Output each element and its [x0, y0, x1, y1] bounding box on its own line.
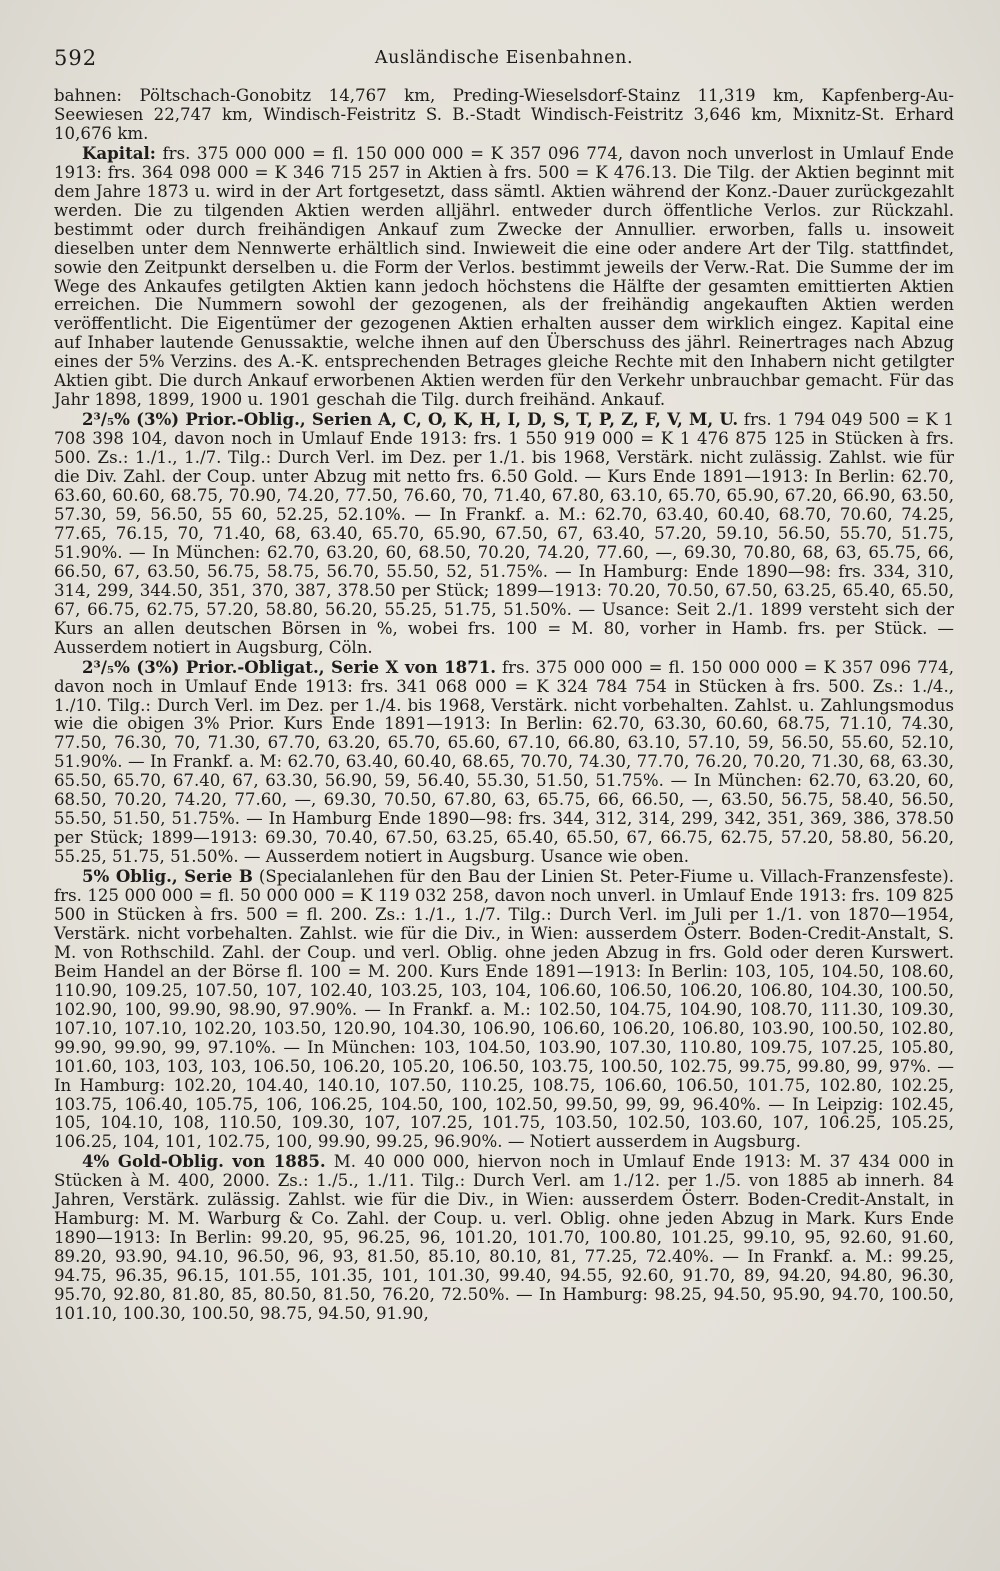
- page-number: 592: [54, 46, 98, 70]
- paragraph-line-lengths: [54, 86, 954, 144]
- paragraph-lead: 2³/₅% (3%) Prior.-Obligat., Serie X von 1871.: [82, 656, 497, 677]
- paragraph-lead: 4% Gold-Oblig. von 1885.: [82, 1151, 326, 1172]
- paragraph-gold-oblig-1885: [54, 1152, 954, 1324]
- running-title: Ausländische Eisenbahnen.: [374, 48, 634, 68]
- paragraph-lead: Kapital:: [82, 142, 156, 163]
- paragraph-oblig-serie-b: [54, 867, 954, 1152]
- paragraph-prior-obligat-serie-x: [54, 658, 954, 867]
- paragraph-prior-oblig: [54, 410, 954, 657]
- paragraph-lead: 5% Oblig., Serie B: [82, 866, 253, 887]
- page-header: [54, 46, 954, 86]
- paragraph-lead: 2³/₅% (3%) Prior.-Oblig., Serien A, C, O, K, H, I, D, S, T, P, Z, F, V, M, U.: [82, 409, 739, 430]
- paragraph-text: M. 40 000 000, hiervon noch in Umlauf Ende 1913: M. 37 434 000 in Stücken à M. 400, 2000. Zs.: 1./5., 1./11. Tilg.: Durch Verl. am 1./12. per 1./5. von 1885 ab innerh. 84 Jahren, Verstärk. zulässig. Zahlst. wie für die Div., in Wien: ausserdem Österr. Boden-Credit-Anstalt, in Hamburg: M. M. Warburg & Co. Zahl. der Coup. u. verl. Oblig. ohne jeden Abzug in Mark. Kurs Ende 1890—1913: In Berlin: 99.20, 95, 96.25, 96, 101.20, 101.70, 100.80, 101.25, 99.10, 95, 92.60, 91.60, 89.20, 93.90, 94.10, 96.50, 96, 93, 81.50, 85.10, 80.10, 81, 77.25, 72.40%. — In Frankf. a. M.: 99.25, 94.75, 96.35, 96.15, 101.55, 101.35, 101, 101.30, 99.40, 94.55, 92.60, 91.70, 89, 94.20, 94.80, 96.30, 95.70, 92.80, 81.80, 85, 80.50, 81.50, 76.20, 72.50%. — In Hamburg: 98.25, 94.50, 95.90, 94.70, 100.50, 101.10, 100.30, 100.50, 98.75, 94.50, 91.90,: [54, 1152, 954, 1323]
- paragraph-text: frs. 375 000 000 = fl. 150 000 000 = K 357 096 774, davon noch in Umlauf Ende 1913: frs. 341 068 000 = K 324 784 754 in Stücken à frs. 500. Zs.: 1./4., 1./10. Tilg.: Durch Verl. im Dez. per 1./4. bis 1968, Verstärk. nicht vorbehalten. Zahlst. u. Zahlungsmodus wie die obigen 3% Prior. Kurs Ende 1891—1913: In Berlin: 62.70, 63.30, 60.60, 68.75, 71.10, 74.30, 77.50, 76.30, 70, 71.30, 67.70, 63.20, 65.70, 65.60, 67.10, 66.80, 63.10, 57.10, 59, 56.50, 55.60, 52.10, 51.90%. — In Frankf. a. M: 62.70, 63.40, 60.40, 68.65, 70.70, 74.30, 77.70, 76.20, 70.20, 71.30, 68, 63.30, 65.50, 65.70, 67.40, 67, 63.30, 56.90, 59, 56.40, 55.30, 51.50, 51.75%. — In München: 62.70, 63.20, 60, 68.50, 70.20, 74.20, 77.60, —, 69.30, 70.50, 67.80, 63, 65.75, 66, 66.50, —, 63.50, 56.75, 58.40, 56.50, 55.50, 51.50, 51.75%. — In Hamburg Ende 1890—98: frs. 344, 312, 314, 299, 342, 351, 369, 386, 378.50 per Stück; 1899—1913: 69.30, 70.40, 67.50, 63.25, 65.40, 65.50, 67, 66.75, 62.75, 57.20, 58.80, 56.20, 55.25, 51.75, 51.50%. — Ausserdem notiert in Augsburg. Usance wie oben.: [54, 657, 954, 867]
- paragraph-text: frs. 1 794 049 500 = K 1 708 398 104, davon noch in Umlauf Ende 1913: frs. 1 550 919 000 = K 1 476 875 125 in Stücken à frs. 500. Zs.: 1./1., 1./7. Tilg.: Durch Verl. im Dez. per 1./1. bis 1968, Verstärk. nicht zulässig. Zahlst. wie für die Div. Zahl. der Coup. unter Abzug mit netto frs. 6.50 Gold. — Kurs Ende 1891—1913: In Berlin: 62.70, 63.60, 60.60, 68.75, 70.90, 74.20, 77.50, 76.60, 70, 71.40, 67.80, 63.10, 65.70, 65.90, 67.20, 66.90, 63.50, 57.30, 59, 56.50, 55 60, 52.25, 52.10%. — In Frankf. a. M.: 62.70, 63.40, 60.40, 68.70, 70.60, 74.25, 77.65, 76.15, 70, 71.40, 68, 63.40, 65.70, 65.90, 67.50, 67, 63.40, 57.20, 59.10, 56.50, 55.70, 51.75, 51.90%. — In München: 62.70, 63.20, 60, 68.50, 70.20, 74.20, 77.60, —, 69.30, 70.80, 68, 63, 65.75, 66, 66.50, 67, 63.50, 56.75, 58.75, 56.70, 55.50, 52, 51.75%. — In Hamburg: Ende 1890—98: frs. 334, 310, 314, 299, 344.50, 351, 370, 387, 378.50 per Stück; 1899—1913: 70.20, 70.50, 67.50, 63.25, 65.40, 65.50, 67, 66.75, 62.75, 57.20, 58.80, 56.20, 55.25, 51.75, 51.50%. — Usance: Seit 2./1. 1899 versteht sich der Kurs an allen deutschen Börsen in %, wobei frs. 100 = M. 80, vorher in Hamb. frs. per Stück. — Ausserdem notiert in Augsburg, Cöln.: [54, 410, 954, 657]
- body-text: [54, 86, 954, 1324]
- paragraph-kapital: [54, 144, 954, 410]
- paragraph-text: frs. 375 000 000 = fl. 150 000 000 = K 357 096 774, davon noch unverlost in Umlauf Ende 1913: frs. 364 098 000 = K 346 715 257 in Aktien à frs. 500 = K 476.13. Die Tilg. der Aktien beginnt mit dem Jahre 1873 u. wird in der Art fortgesetzt, dass sämtl. Aktien während der Konz.-Dauer zurückgezahlt werden. Die zu tilgenden Aktien werden alljährl. entweder durch öffentliche Verlos. zur Rückzahl. bestimmt oder durch freihändigen Ankauf zum Zwecke der Annullier. erworben, falls u. insoweit dieselben unter dem Nennwerte erhältlich sind. Inwieweit die eine oder andere Art der Tilg. stattfindet, sowie den Zeitpunkt derselben u. die Form der Verlos. bestimmt jeweils der Verw.-Rat. Die Summe der im Wege des Ankaufes getilgten Aktien kann jedoch höchstens die Hälfte der gesamten emittierten Aktien erreichen. Die Nummern sowohl der gezogenen, als der freihändig angekauften Aktien werden veröffentlicht. Die Eigentümer der gezogenen Aktien erhalten ausser dem wirklich eingez. Kapital eine auf Inhaber lautende Genussaktie, welche ihnen auf den Überschuss des jährl. Reinertrages nach Abzug eines der 5% Verzins. des A.-K. entsprechenden Betrages gleiche Rechte mit den Inhabern nicht getilgter Aktien gibt. Die durch Ankauf erworbenen Aktien werden für den Verkehr unbrauchbar gemacht. Für das Jahr 1898, 1899, 1900 u. 1901 geschah die Tilg. durch freihänd. Ankauf.: [54, 143, 954, 410]
- paragraph-text: (Specialanlehen für den Bau der Linien St. Peter-Fiume u. Villach-Franzensfeste). frs. 125 000 000 = fl. 50 000 000 = K 119 032 258, davon noch unverl. in Umlauf Ende 1913: frs. 109 825 500 in Stücken à frs. 500 = fl. 200. Zs.: 1./1., 1./7. Tilg.: Durch Verl. im Juli per 1./1. von 1870—1954, Verstärk. nicht vorbehalten. Zahlst. wie für die Div., in Wien: ausserdem Österr. Boden-Credit-Anstalt, S. M. von Rothschild. Zahl. der Coup. und verl. Oblig. ohne jeden Abzug in frs. Gold oder deren Kurswert. Beim Handel an der Börse fl. 100 = M. 200. Kurs Ende 1891—1913: In Berlin: 103, 105, 104.50, 108.60, 110.90, 109.25, 107.50, 107, 102.40, 103.25, 103, 104, 106.60, 106.50, 106.20, 106.80, 104.30, 100.50, 102.90, 100, 99.90, 98.90, 97.90%. — In Frankf. a. M.: 102.50, 104.75, 104.90, 108.70, 111.30, 109.30, 107.10, 107.10, 102.20, 103.50, 120.90, 104.30, 106.90, 106.60, 106.20, 106.80, 103.90, 100.50, 102.80, 99.90, 99.90, 99, 97.10%. — In München: 103, 104.50, 103.90, 107.30, 110.80, 109.75, 107.25, 105.80, 101.60, 103, 103, 103, 106.50, 106.20, 105.20, 106.50, 103.75, 100.50, 102.75, 99.75, 99.80, 99, 97%. — In Hamburg: 102.20, 104.40, 140.10, 107.50, 110.25, 108.75, 106.60, 106.50, 101.75, 102.80, 102.25, 103.75, 106.40, 105.75, 106, 106.25, 104.50, 100, 102.50, 99.50, 99, 99, 96.40%. — In Leipzig: 102.45, 105, 104.10, 108, 110.50, 109.30, 107, 107.25, 101.75, 103.50, 102.50, 103.60, 107, 106.25, 105.25, 106.25, 104, 101, 102.75, 100, 99.90, 99.25, 96.90%. — Notiert ausserdem in Augsburg.: [54, 867, 954, 1152]
- paragraph-text: bahnen: Pöltschach-Gonobitz 14,767 km, Preding-Wieselsdorf-Stainz 11,319 km, Kapfenberg-Au-Seewiesen 22,747 km, Windisch-Feistritz S. B.-Stadt Windisch-Feistritz 3,646 km, Mixnitz-St. Erhard 10,676 km.: [54, 86, 954, 143]
